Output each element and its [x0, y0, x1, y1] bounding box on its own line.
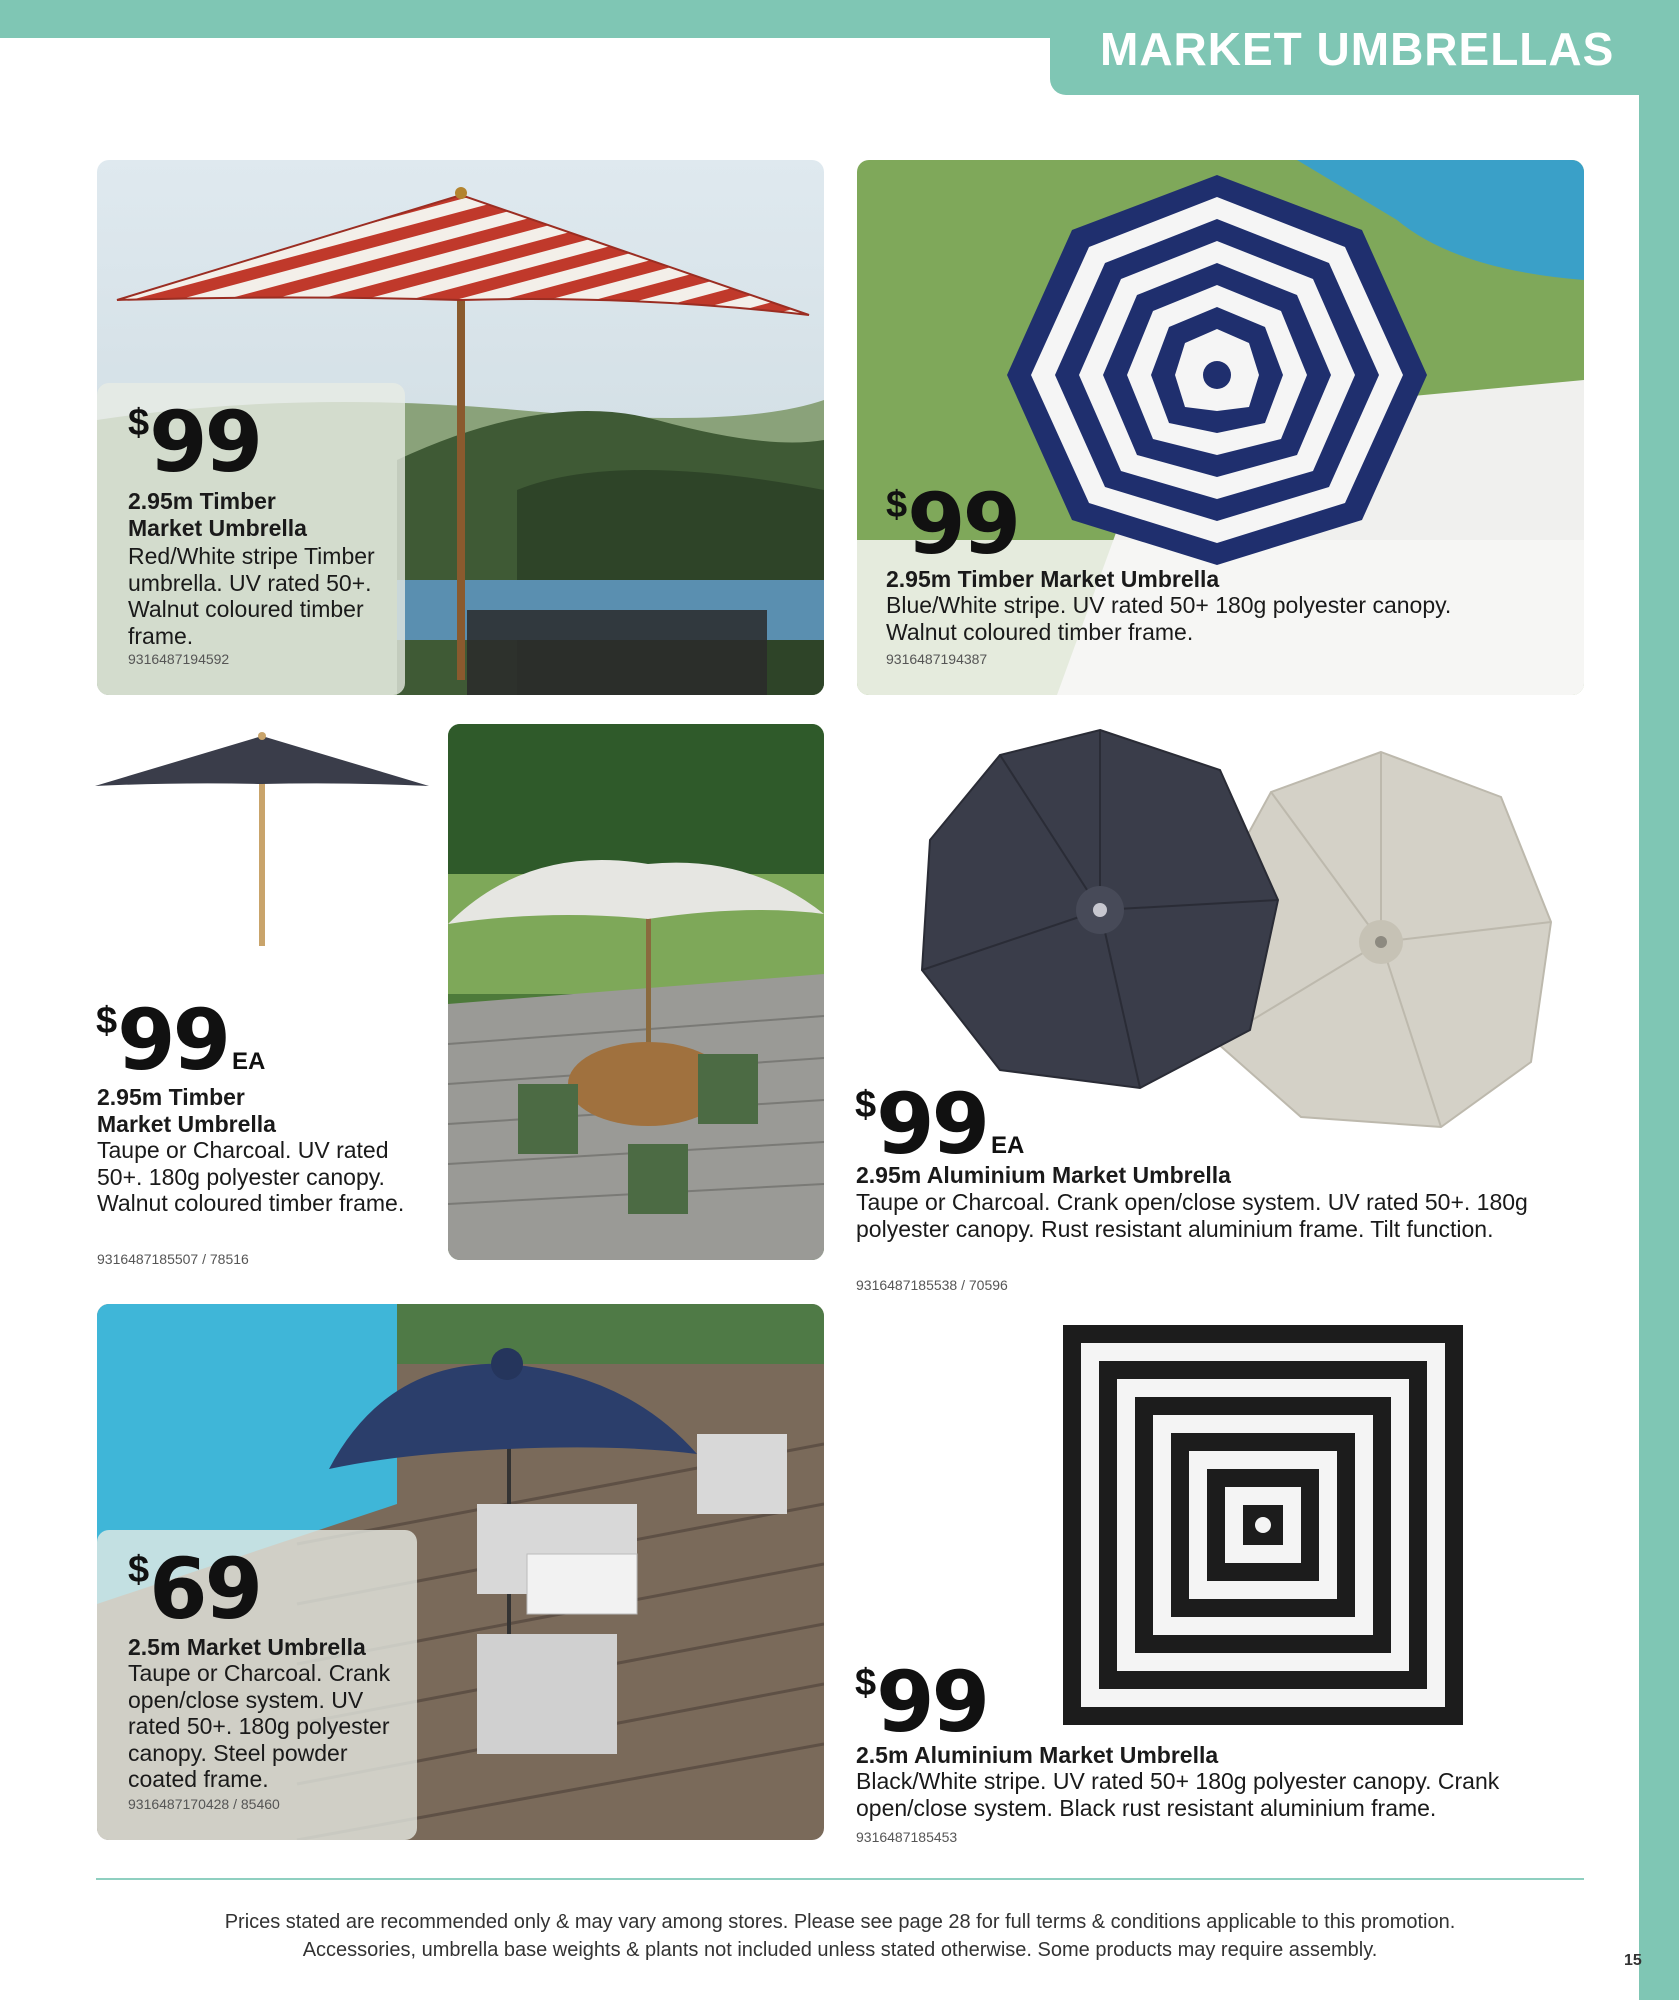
page-title: MARKET UMBRELLAS — [1100, 23, 1615, 75]
footer-line-2: Accessories, umbrella base weights & plants not included unless stated otherwise. Some products may require assembly. — [302, 1939, 1378, 1961]
product-5-price — [128, 1540, 261, 1638]
product-4-code: 9316487185538 / 70596 — [856, 1277, 1008, 1293]
product-2-code: 9316487194387 — [886, 651, 988, 667]
price-value: 99 — [117, 991, 229, 1089]
currency-symbol: $ — [855, 1084, 877, 1126]
product-6-cutout-image — [1058, 1320, 1468, 1730]
product-4-description: Taupe or Charcoal. Crank open/close system. UV rated 50+. 180g polyester canopy. Rust resistant aluminium frame. Tilt function. — [856, 1189, 1528, 1242]
currency-symbol: $ — [855, 1662, 877, 1704]
product-4-price — [855, 1075, 1025, 1173]
product-6-description: Black/White stripe. UV rated 50+ 180g polyester canopy. Crank open/close system. Black rust resistant aluminium frame. — [856, 1768, 1500, 1821]
price-suffix: EA — [991, 1132, 1025, 1159]
right-edge-band — [1639, 0, 1679, 2000]
product-3-description: Taupe or Charcoal. UV rated 50+. 180g polyester canopy. Walnut coloured timber frame. — [97, 1137, 405, 1216]
product-3-lifestyle-photo — [448, 724, 824, 1260]
footer-disclaimer — [96, 1908, 1584, 1964]
product-3-code: 9316487185507 / 78516 — [97, 1251, 249, 1267]
price-value: 99 — [876, 1653, 988, 1751]
footer-line-1: Prices stated are recommended only & may vary among stores. Please see page 28 for full terms & conditions applicable to this promotion. — [224, 1911, 1456, 1933]
product-6-price — [855, 1653, 988, 1751]
product-4-cutout-image — [912, 728, 1572, 1138]
product-3-price — [96, 991, 266, 1089]
product-3-name: 2.95m Timber Market Umbrella — [97, 1084, 276, 1137]
product-6-name: 2.5m Aluminium Market Umbrella — [856, 1742, 1219, 1768]
product-1-price — [128, 393, 261, 491]
product-5-name: 2.5m Market Umbrella — [128, 1634, 366, 1660]
product-1-description: Red/White stripe Timber umbrella. UV rated 50+. Walnut coloured timber frame. — [128, 543, 375, 649]
footer-divider — [96, 1878, 1584, 1880]
currency-symbol: $ — [128, 402, 150, 444]
product-2-name: 2.95m Timber Market Umbrella — [886, 566, 1220, 592]
price-suffix: EA — [232, 1048, 266, 1075]
product-3-cutout-image — [93, 728, 433, 948]
product-4-name: 2.95m Aluminium Market Umbrella — [856, 1162, 1231, 1188]
currency-symbol: $ — [96, 1000, 118, 1042]
price-value: 99 — [876, 1075, 988, 1173]
title-tab — [1050, 0, 1639, 95]
currency-symbol: $ — [128, 1549, 150, 1591]
product-1-name: 2.95m Timber Market Umbrella — [128, 488, 307, 541]
price-value: 69 — [149, 1540, 261, 1638]
price-value: 99 — [907, 475, 1019, 573]
currency-symbol: $ — [886, 484, 908, 526]
product-6-code: 9316487185453 — [856, 1829, 958, 1845]
product-5-code: 9316487170428 / 85460 — [128, 1796, 280, 1812]
product-1-code: 9316487194592 — [128, 651, 230, 667]
product-2-description: Blue/White stripe. UV rated 50+ 180g polyester canopy. Walnut coloured timber frame. — [886, 592, 1452, 645]
product-2-price — [886, 475, 1019, 573]
page-number: 15 — [1624, 1952, 1642, 1969]
product-5-description: Taupe or Charcoal. Crank open/close system. UV rated 50+. 180g polyester canopy. Steel powder coated frame. — [128, 1660, 391, 1792]
price-value: 99 — [149, 393, 261, 491]
